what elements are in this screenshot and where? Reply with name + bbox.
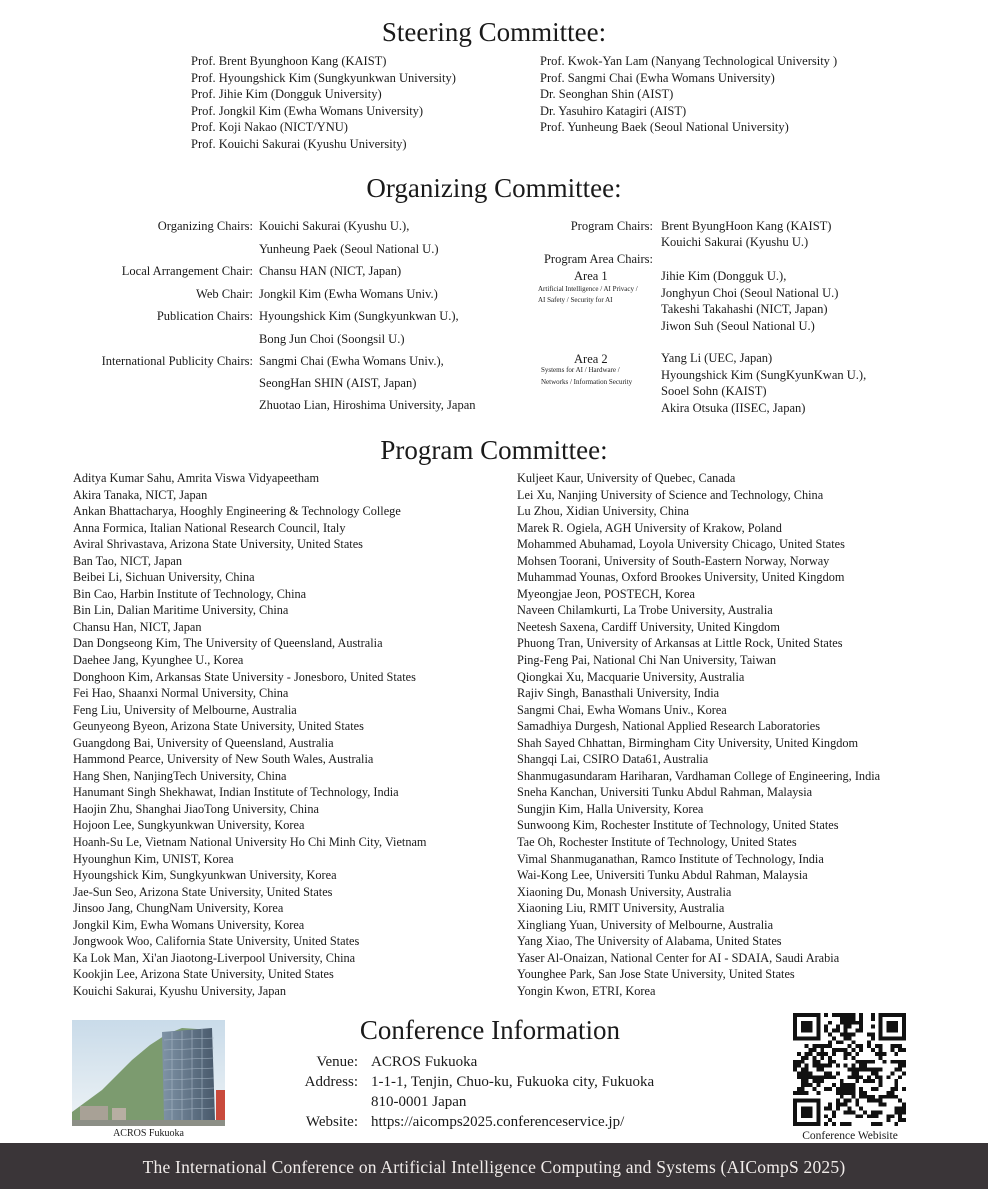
list-item: Jae-Sun Seo, Arizona State University, United States: [73, 884, 333, 899]
program-chairs-label: Program Chairs:: [570, 219, 653, 233]
intl-names: [259, 353, 476, 413]
list-item: Prof. Hyoungshick Kim (Sungkyunkwan University): [191, 70, 456, 85]
venue-value: ACROS Fukuoka: [371, 1054, 478, 1070]
list-item: Sneha Kanchan, Universiti Tunku Abdul Rahman, Malaysia: [517, 785, 813, 800]
list-item: Mohammed Abuhamad, Loyola University Chicago, United States: [517, 537, 845, 552]
list-item: Ankan Bhattacharya, Hooghly Engineering & Technology College: [73, 504, 401, 519]
area1-chair-4: Jiwon Suh (Seoul National U.): [661, 318, 815, 333]
venue-photo: [72, 1020, 225, 1126]
website-link[interactable]: https://aicomps2025.conferenceservice.jp/: [371, 1114, 625, 1130]
list-item: Shah Sayed Chhattan, Birmingham City University, United Kingdom: [517, 735, 859, 750]
list-item: Jongkil Kim, Ewha Womans University, Korea: [73, 917, 305, 932]
list-item: Hyounghun Kim, UNIST, Korea: [73, 851, 234, 866]
list-item: Fei Hao, Shaanxi Normal University, China: [73, 686, 289, 701]
intl-chair-2: SeongHan SHIN (AIST, Japan): [259, 376, 417, 390]
web-label: Web Chair:: [196, 287, 253, 301]
qr-code-icon[interactable]: [793, 1013, 906, 1126]
list-item: Tae Oh, Rochester Institute of Technology, United States: [517, 835, 797, 850]
list-item: Ban Tao, NICT, Japan: [73, 553, 182, 568]
list-item: Kuljeet Kaur, University of Quebec, Canada: [517, 471, 736, 485]
list-item: Akira Tanaka, NICT, Japan: [73, 487, 208, 502]
area2-chair-4: Akira Otsuka (IISEC, Japan): [661, 400, 806, 415]
area-chairs-label: Program Area Chairs:: [543, 252, 653, 266]
venue-label: Venue:: [316, 1054, 358, 1070]
list-item: Haojin Zhu, Shanghai JiaoTong University, China: [73, 801, 319, 816]
program-chair-2: Kouichi Sakurai (Kyushu U.): [661, 235, 809, 249]
list-item: Sungjin Kim, Halla University, Korea: [517, 801, 704, 816]
list-item: Marek R. Ogiela, AGH University of Krakow, Poland: [517, 520, 782, 535]
list-item: Feng Liu, University of Melbourne, Australia: [73, 702, 297, 717]
list-item: Prof. Yunheung Baek (Seoul National University): [540, 120, 789, 134]
conference-title: Conference Information: [359, 1015, 621, 1045]
publication-label: Publication Chairs:: [156, 309, 253, 323]
list-item: Kookjin Lee, Arizona State University, United States: [73, 967, 334, 982]
list-item: Aviral Shrivastava, Arizona State University, United States: [73, 537, 363, 552]
steering-title: Steering Committee:: [381, 17, 607, 47]
area1-chair-2: Jonghyun Choi (Seoul National U.): [661, 285, 839, 300]
publication-chair-2: Bong Jun Choi (Soongsil U.): [259, 332, 405, 346]
list-item: Jongwook Woo, California State University, United States: [73, 934, 360, 949]
list-item: Hang Shen, NanjingTech University, China: [73, 768, 287, 783]
list-item: Donghoon Kim, Arkansas State University - Jonesboro, United States: [73, 669, 416, 684]
list-item: Dr. Yasuhiro Katagiri (AIST): [540, 103, 687, 118]
list-item: Bin Cao, Harbin Institute of Technology, China: [73, 586, 307, 601]
list-item: Naveen Chilamkurti, La Trobe University, Australia: [517, 603, 773, 618]
building-icon: [72, 1020, 225, 1126]
qr-caption: Conference Webisite: [802, 1130, 898, 1142]
list-item: Prof. Jihie Kim (Dongguk University): [191, 87, 382, 101]
list-item: Mohsen Toorani, University of South-Eastern Norway, Norway: [517, 553, 830, 568]
area2-names: [661, 350, 866, 416]
program-chairs-names: [661, 218, 831, 250]
list-item: Xiaoning Du, Monash University, Australia: [517, 884, 732, 899]
area2-desc-line-1: Systems for AI / Hardware /: [541, 366, 620, 374]
list-item: Daehee Jang, Kyunghee U., Korea: [73, 653, 244, 668]
intl-chair-1: Sangmi Chai (Ewha Womans Univ.),: [259, 354, 444, 368]
area2-label: Area 2: [574, 352, 608, 366]
area1-desc-line-1: Artificial Intelligence / AI Privacy /: [538, 285, 638, 293]
list-item: Hoanh-Su Le, Vietnam National University Ho Chi Minh City, Vietnam: [73, 835, 427, 850]
organizing-title: Organizing Committee:: [366, 173, 622, 203]
list-item: Chansu Han, NICT, Japan: [73, 619, 202, 634]
list-item: Younghee Park, San Jose State University, United States: [517, 967, 795, 982]
list-item: Bin Lin, Dalian Maritime University, China: [73, 603, 289, 618]
list-item: Xiaoning Liu, RMIT University, Australia: [517, 901, 725, 916]
list-item: Ka Lok Man, Xi'an Jiaotong-Liverpool University, China: [73, 950, 356, 965]
list-item: Guangdong Bai, University of Queensland, Australia: [73, 735, 334, 750]
area1-label: Area 1: [574, 269, 608, 283]
program-right-list: [517, 470, 880, 1000]
list-item: Vimal Shanmuganathan, Ramco Institute of Technology, India: [517, 851, 824, 866]
area2-chair-1: Yang Li (UEC, Japan): [661, 351, 773, 365]
qr-code-graphic: [793, 1013, 906, 1126]
address-line-1: 1-1-1, Tenjin, Chuo-ku, Fukuoka city, Fukuoka: [371, 1074, 655, 1090]
list-item: Prof. Jongkil Kim (Ewha Womans University): [191, 103, 424, 118]
area1-desc-line-2: AI Safety / Security for AI: [538, 296, 613, 304]
list-item: Yongin Kwon, ETRI, Korea: [517, 983, 656, 998]
area1-chair-1: Jihie Kim (Dongguk U.),: [661, 269, 787, 283]
publication-names: [259, 308, 459, 347]
intl-label: International Publicity Chairs:: [101, 354, 253, 368]
area1-names: [661, 268, 838, 334]
list-item: Jinsoo Jang, ChungNam University, Korea: [73, 901, 284, 916]
list-item: Neetesh Saxena, Cardiff University, United Kingdom: [517, 619, 780, 634]
organizing-chairs-label: Organizing Chairs:: [157, 219, 253, 233]
area2-description: [541, 366, 632, 387]
list-item: Geunyeong Byeon, Arizona State University, United States: [73, 719, 364, 734]
intl-chair-3: Zhuotao Lian, Hiroshima University, Japan: [259, 398, 476, 412]
program-left-list: [73, 470, 427, 1000]
list-item: Sangmi Chai, Ewha Womans Univ., Korea: [517, 702, 727, 717]
publication-chair-1: Hyoungshick Kim (Sungkyunkwan U.),: [259, 309, 459, 323]
area2-chair-3: Sooel Sohn (KAIST): [661, 384, 767, 398]
list-item: Beibei Li, Sichuan University, China: [73, 570, 255, 585]
list-item: Xingliang Yuan, University of Melbourne, Australia: [517, 917, 774, 932]
list-item: Lei Xu, Nanjing University of Science and Technology, China: [517, 487, 824, 502]
list-item: Hanumant Singh Shekhawat, Indian Institute of Technology, India: [73, 785, 399, 800]
list-item: Yang Xiao, The University of Alabama, United States: [517, 934, 782, 949]
list-item: Yaser Al-Onaizan, National Center for AI - SDAIA, Saudi Arabia: [517, 950, 840, 965]
area2-desc-line-2: Networks / Information Security: [541, 378, 633, 386]
program-chair-1: Brent ByungHoon Kang (KAIST): [661, 219, 832, 233]
program-title: Program Committee:: [380, 435, 608, 465]
local-label: Local Arrangement Chair:: [121, 264, 253, 278]
list-item: Ping-Feng Pai, National Chi Nan University, Taiwan: [517, 653, 777, 668]
list-item: Prof. Sangmi Chai (Ewha Womans University): [540, 70, 775, 85]
list-item: Dr. Seonghan Shin (AIST): [540, 87, 674, 101]
list-item: Shangqi Lai, CSIRO Data61, Australia: [517, 752, 709, 767]
area2-chair-2: Hyoungshick Kim (SungKyunKwan U.),: [661, 367, 867, 382]
area1-chair-3: Takeshi Takahashi (NICT, Japan): [661, 302, 828, 316]
steering-left-list: [191, 53, 456, 152]
organizing-chair-1: Kouichi Sakurai (Kyushu U.),: [259, 219, 410, 233]
website-label: Website:: [305, 1114, 358, 1130]
list-item: Phuong Tran, University of Arkansas at Little Rock, United States: [517, 636, 843, 651]
list-item: Lu Zhou, Xidian University, China: [517, 504, 690, 519]
list-item: Qiongkai Xu, Macquarie University, Australia: [517, 669, 745, 684]
list-item: Hojoon Lee, Sungkyunkwan University, Korea: [73, 818, 305, 833]
list-item: Prof. Kwok-Yan Lam (Nanyang Technological University ): [540, 54, 838, 68]
list-item: Rajiv Singh, Banasthali University, India: [517, 686, 720, 701]
list-item: Dan Dongseong Kim, The University of Queensland, Australia: [73, 636, 383, 651]
list-item: Prof. Kouichi Sakurai (Kyushu University): [191, 136, 407, 151]
list-item: Aditya Kumar Sahu, Amrita Viswa Vidyapeetham: [73, 471, 320, 485]
address-label: Address:: [304, 1074, 358, 1090]
footer-banner: The International Conference on Artificial Intelligence Computing and Systems (AICompS 2025): [0, 1143, 988, 1189]
list-item: Samadhiya Durgesh, National Applied Research Laboratories: [517, 719, 821, 734]
steering-right-list: [540, 53, 837, 136]
list-item: Kouichi Sakurai, Kyushu University, Japan: [73, 983, 286, 998]
organizing-chair-2: Yunheung Paek (Seoul National U.): [259, 242, 439, 256]
list-item: Hammond Pearce, University of New South Wales, Australia: [73, 752, 374, 767]
address-line-2: 810-0001 Japan: [371, 1094, 467, 1110]
venue-photo-caption: ACROS Fukuoka: [113, 1128, 184, 1139]
area1-description: [538, 285, 638, 305]
local-name: Chansu HAN (NICT, Japan): [259, 264, 402, 278]
list-item: Shanmugasundaram Hariharan, Vardhaman College of Engineering, India: [517, 768, 881, 783]
web-name: Jongkil Kim (Ewha Womans Univ.): [259, 287, 438, 301]
list-item: Muhammad Younas, Oxford Brookes University, United Kingdom: [517, 570, 845, 585]
list-item: Prof. Koji Nakao (NICT/YNU): [191, 120, 348, 134]
list-item: Myeongjae Jeon, POSTECH, Korea: [517, 586, 695, 601]
list-item: Hyoungshick Kim, Sungkyunkwan University, Korea: [73, 868, 337, 883]
list-item: Sunwoong Kim, Rochester Institute of Technology, United States: [517, 818, 839, 833]
list-item: Wai-Kong Lee, Universiti Tunku Abdul Rahman, Malaysia: [517, 868, 808, 883]
list-item: Prof. Brent Byunghoon Kang (KAIST): [191, 54, 387, 68]
list-item: Anna Formica, Italian National Research Council, Italy: [73, 520, 346, 535]
